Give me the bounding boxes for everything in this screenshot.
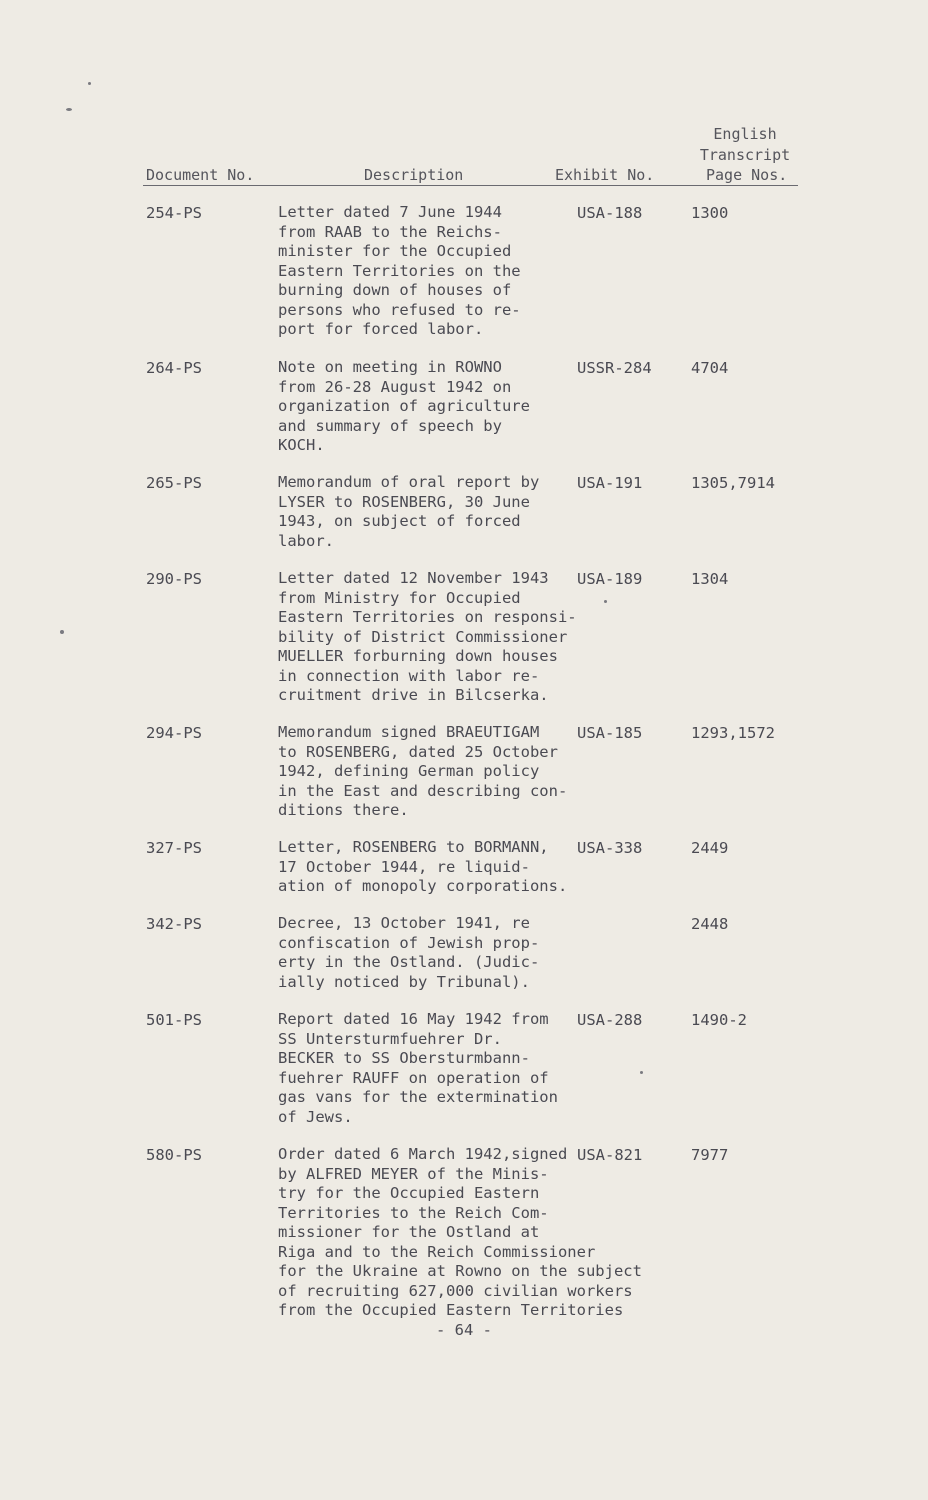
description-text: Note on meeting in ROWNO from 26-28 August 1942 on organization of agriculture and summary of speech by KOCH.	[278, 358, 530, 454]
document-number: 342-PS	[146, 915, 202, 933]
description-text: Memorandum of oral report by LYSER to ROSENBERG, 30 June 1943, on subject of forced labor.	[278, 473, 540, 550]
description-text: Letter dated 12 November 1943 from Ministry for Occupied Eastern Territories on responsi- bility of District Commissioner MUELLER forburning down houses in connection with labor re- cruitment drive in Bilcserka.	[278, 569, 577, 704]
document-number: 254-PS	[146, 204, 202, 222]
document-number: 580-PS	[146, 1146, 202, 1164]
exhibit-number: USA-821	[577, 1146, 643, 1164]
exhibit-number: USA-338	[577, 839, 643, 857]
transcript-pages: 2448	[691, 915, 729, 933]
header-underline	[143, 185, 798, 186]
ink-speck	[604, 600, 607, 603]
transcript-pages: 1305,7914	[691, 474, 775, 492]
column-header-page-nos: Page Nos.	[706, 166, 788, 184]
description-text: Decree, 13 October 1941, re confiscation of Jewish prop- erty in the Ostland. (Judic- ially noticed by Tribunal).	[278, 914, 540, 991]
transcript-header	[690, 124, 800, 166]
ink-speck	[88, 82, 91, 85]
transcript-pages: 1304	[691, 570, 729, 588]
description-text: Letter, ROSENBERG to BORMANN, 17 October 1944, re liquid- ation of monopoly corporations.	[278, 838, 568, 895]
ink-speck	[640, 1071, 643, 1074]
column-header-exhibit-no: Exhibit No.	[555, 166, 655, 184]
transcript-pages: 1300	[691, 204, 729, 222]
ink-speck	[60, 630, 64, 634]
column-header-document-no: Document No.	[146, 166, 255, 184]
transcript-header-line2: Transcript	[699, 146, 791, 164]
exhibit-number: USSR-284	[577, 359, 652, 377]
description-text: Order dated 6 March 1942,signed by ALFRED MEYER of the Minis- try for the Occupied Eastern Territories to the Reich Com- missioner for the Ostland at Riga and to the Reich Commissioner for the Ukraine at Rowno on the subject of recruiting 627,000 civilian workers from the Occupied Eastern Territories	[278, 1145, 642, 1319]
document-number: 501-PS	[146, 1011, 202, 1029]
exhibit-number: USA-185	[577, 724, 643, 742]
transcript-header-line1: English	[713, 125, 777, 143]
column-header-description: Description	[364, 166, 464, 184]
exhibit-number: USA-191	[577, 474, 643, 492]
description-text: Report dated 16 May 1942 from SS Untersturmfuehrer Dr. BECKER to SS Obersturmbann- fuehrer RAUFF on operation of gas vans for the extermination of Jews.	[278, 1010, 558, 1126]
exhibit-number: USA-188	[577, 204, 643, 222]
ink-speck	[66, 108, 72, 111]
transcript-pages: 4704	[691, 359, 729, 377]
transcript-pages: 1490-2	[691, 1011, 747, 1029]
page-number: - 64 -	[436, 1321, 492, 1339]
description-text: Memorandum signed BRAEUTIGAM to ROSENBERG, dated 25 October 1942, defining German policy in the East and describing con- ditions there.	[278, 723, 568, 819]
description-text: Letter dated 7 June 1944 from RAAB to the Reichs- minister for the Occupied Eastern Territories on the burning down of houses of persons who refused to re- port for forced labor.	[278, 203, 521, 338]
transcript-pages: 2449	[691, 839, 729, 857]
document-number: 264-PS	[146, 359, 202, 377]
transcript-pages: 7977	[691, 1146, 729, 1164]
exhibit-number: USA-189	[577, 570, 643, 588]
document-number: 327-PS	[146, 839, 202, 857]
document-number: 290-PS	[146, 570, 202, 588]
document-number: 265-PS	[146, 474, 202, 492]
exhibit-number: USA-288	[577, 1011, 643, 1029]
document-number: 294-PS	[146, 724, 202, 742]
transcript-pages: 1293,1572	[691, 724, 775, 742]
